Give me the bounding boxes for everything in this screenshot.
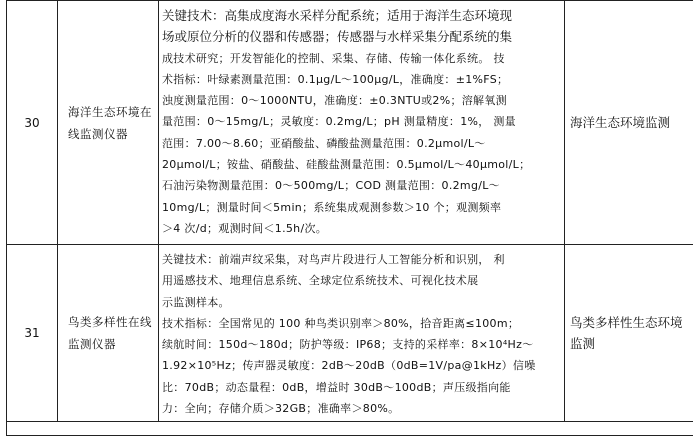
description-line: 石油污染物测量范围：0～500mg/L；COD 测量范围：0.2mg/L～ <box>162 175 562 196</box>
description-line: 成技术研究；开发智能化的控制、采集、存储、传输一体化系统。 技 <box>162 48 562 69</box>
description-line: 用遥感技术、地理信息系统、全球定位系统技术、可视化技术展 <box>162 270 562 291</box>
description-line: 10mg/L；测量时间＜5min；系统集成观测参数＞10 个；观测频率 <box>162 197 562 218</box>
description-line: 量范围：0～15mg/L；灵敏度：0.2mg/L；pH 测量精度：1%， 测量 <box>162 111 562 132</box>
instrument-name: 鸟类多样性在线监测仪器 <box>58 245 159 422</box>
description-line: 浊度测量范围：0～1000NTU，准确度：±0.3NTU或2%；溶解氧测 <box>162 90 562 111</box>
equipment-table <box>6 0 693 436</box>
table-row <box>7 1 693 245</box>
description-line: 范围：7.00～8.60；亚硝酸盐、磷酸盐测量范围：0.2μmol/L～ <box>162 133 562 154</box>
application-field: 海洋生态环境监测 <box>565 1 693 245</box>
description-line: 比：70dB；动态量程：0dB，增益时 30dB～100dB；声压级指向能 <box>162 377 562 398</box>
row-number: 31 <box>7 245 58 422</box>
description-line: ＞4 次/d；观测时间＜1.5h/次。 <box>162 218 562 239</box>
description-line: 关键技术：前端声纹采集，对鸟声片段进行人工智能分析和识别， 利 <box>162 249 562 270</box>
empty-cell <box>7 422 693 436</box>
table-row <box>7 422 693 436</box>
instrument-name: 海洋生态环境在线监测仪器 <box>58 1 159 245</box>
application-field: 鸟类多样性生态环境监测 <box>565 245 693 422</box>
description-line: 续航时间：150d～180d；防护等级：IP68；支持的采样率：8×10⁴Hz～ <box>162 334 562 355</box>
description-line: 技术指标：全国常见的 100 种鸟类识别率＞80%，拾音距离≤100m； <box>162 313 562 334</box>
description-line: 示监测样本。 <box>162 292 562 313</box>
instrument-description <box>159 1 565 245</box>
instrument-description <box>159 245 565 422</box>
description-line: 术指标：叶绿素测量范围：0.1μg/L～100μg/L，准确度：±1%FS； <box>162 69 562 90</box>
description-line: 场或原位分析的仪器和传感器；传感器与水样采集分配系统的集 <box>162 26 562 47</box>
row-number: 30 <box>7 1 58 245</box>
description-line: 20μmol/L；铵盐、硝酸盐、硅酸盐测量范围：0.5μmol/L～40μmol/L； <box>162 154 562 175</box>
table-row <box>7 245 693 422</box>
description-line: 1.92×10⁵Hz；传声器灵敏度：2dB～20dB（0dB=1V/pa@1kHz）信噪 <box>162 355 562 376</box>
description-line: 力：全向；存储介质＞32GB；准确率＞80%。 <box>162 398 562 419</box>
description-line: 关键技术：高集成度海水采样分配系统；适用于海洋生态环境现 <box>162 5 562 26</box>
